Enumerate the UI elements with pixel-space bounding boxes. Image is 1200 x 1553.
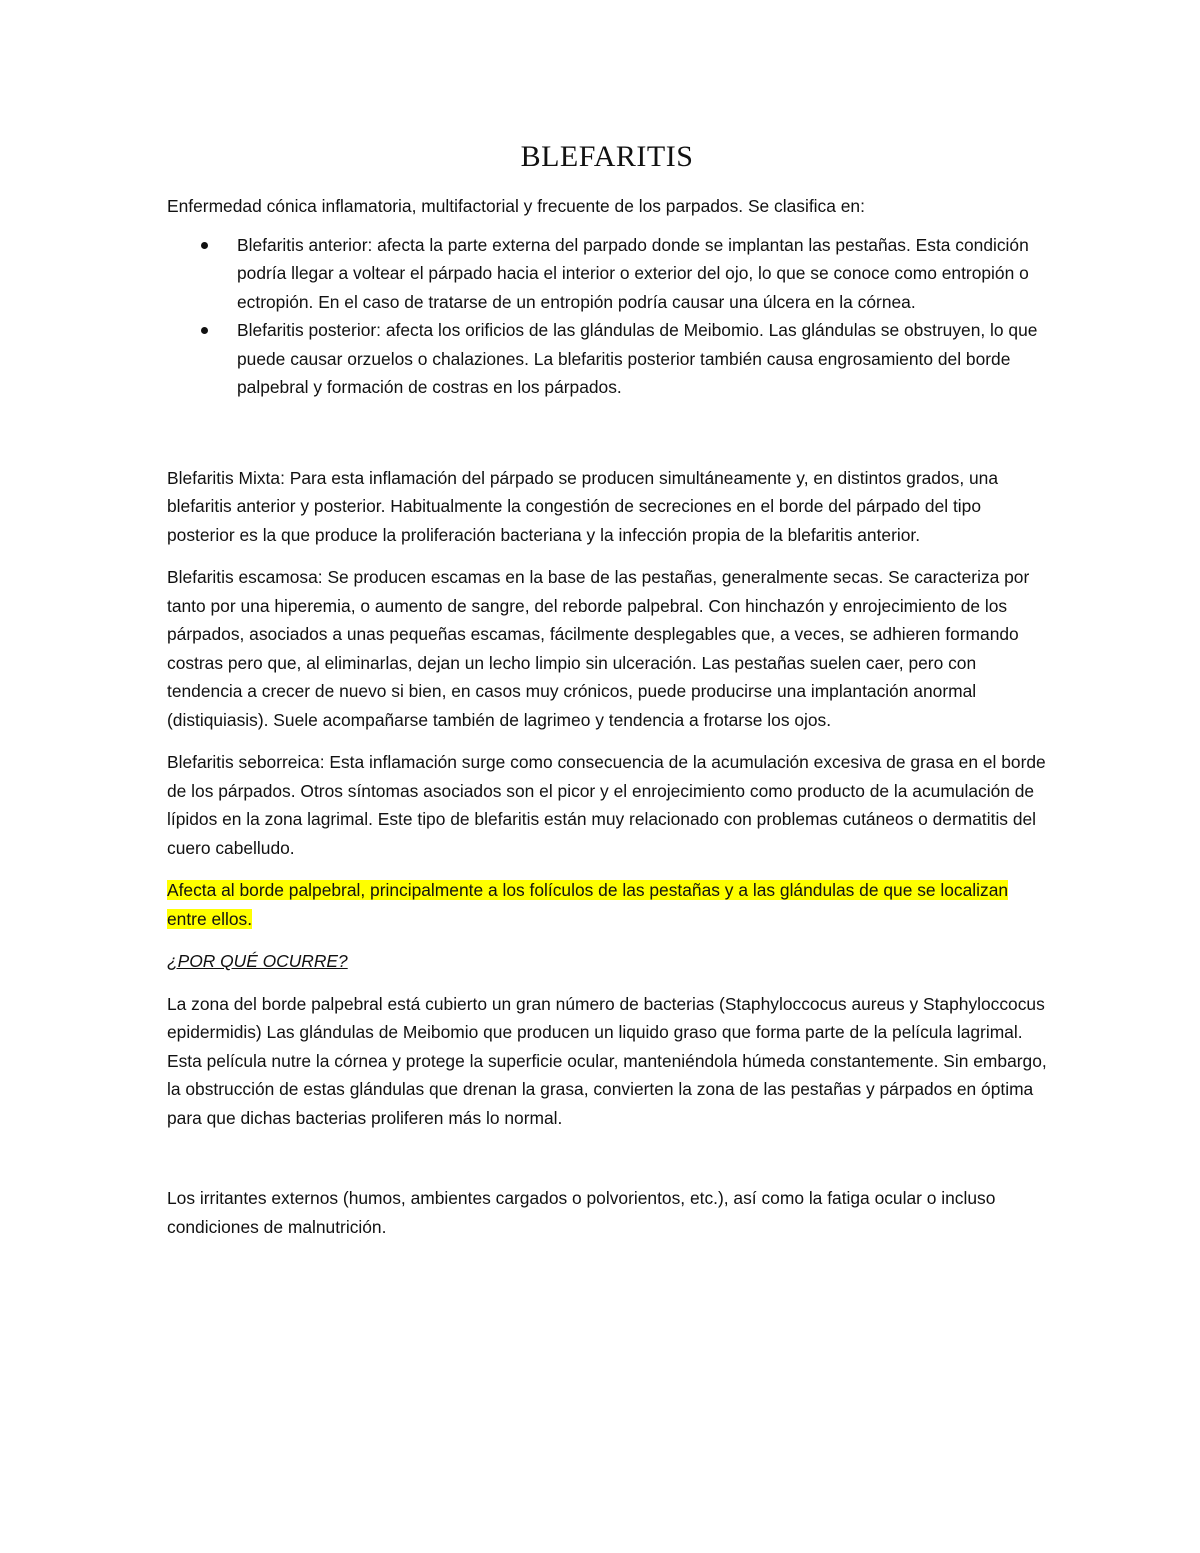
- cause-paragraph: La zona del borde palpebral está cubierto un gran número de bacterias (Staphyloccocus aureus y Staphyloccocus epidermidis) Las glándulas de Meibomio que producen un liquido graso que forma parte de la película lagrimal. Esta película nutre la córnea y protege la superficie ocular, manteniéndola húmeda constantemente. Sin embargo, la obstrucción de estas glándulas que drenan la grasa, convierten la zona de las pestañas y párpados en óptima para que dichas bacterias proliferen más lo normal.: [167, 993, 1047, 1128]
- highlighted-paragraph: [167, 876, 1047, 933]
- document-page: [167, 140, 1047, 1241]
- final-paragraph: Los irritantes externos (humos, ambientes cargados o polvorientos, etc.), así como la fatiga ocular o incluso condiciones de malnutrición.: [167, 1188, 996, 1237]
- list-item: [237, 316, 1047, 402]
- intro-paragraph: Enfermedad cónica inflamatoria, multifactorial y frecuente de los parpados. Se clasifica en:: [167, 196, 865, 216]
- question-heading: ¿POR QUÉ OCURRE?: [167, 951, 348, 971]
- paragraph-mixta: Blefaritis Mixta: Para esta inflamación del párpado se producen simultáneamente y, en distintos grados, una blefaritis anterior y posterior. Habitualmente la congestión de secreciones en el borde del párpado del tipo posterior es la que produce la proliferación bacteriana y la infección propia de la blefaritis anterior.: [167, 467, 999, 545]
- bullet-text-posterior: Blefaritis posterior: afecta los orificios de las glándulas de Meibomio. Las glándulas se obstruyen, lo que puede causar orzuelos o chalaziones. La blefaritis posterior también causa engrosamiento del borde palpebral y formación de costras en los párpados.: [237, 320, 1038, 397]
- highlighted-text: Afecta al borde palpebral, principalmente a los folículos de las pestañas y a las glándulas de que se localizan entre ellos.: [167, 880, 1009, 929]
- paragraph-seborreica: Blefaritis seborreica: Esta inflamación surge como consecuencia de la acumulación excesiva de grasa en el borde de los párpados. Otros síntomas asociados son el picor y el enrojecimiento como producto de la acumulación de lípidos en la zona lagrimal. Este tipo de blefaritis están muy relacionado con problemas cutáneos o dermatitis del cuero cabelludo.: [167, 752, 1046, 858]
- classification-list: [167, 231, 1047, 402]
- bullet-icon: [201, 327, 208, 334]
- list-item: [237, 231, 1047, 317]
- paragraph-escamosa: Blefaritis escamosa: Se producen escamas en la base de las pestañas, generalmente secas. Se caracteriza por tanto por una hiperemia, o aumento de sangre, del reborde palpebral. Con hinchazón y enrojecimiento de los párpados, asociados a unas pequeñas escamas, fácilmente desplegables que, a veces, se adhieren formando costras pero que, al eliminarlas, dejan un lecho limpio sin ulceración. Las pestañas suelen caer, pero con tendencia a crecer de nuevo si bien, en casos muy crónicos, puede producirse una implantación anormal (distiquiasis). Suele acompañarse también de lagrimeo y tendencia a frotarse los ojos.: [167, 567, 1030, 730]
- bullet-icon: [201, 242, 208, 249]
- bullet-text-anterior: Blefaritis anterior: afecta la parte externa del parpado donde se implantan las pestañas. Esta condición podría llegar a voltear el párpado hacia el interior o exterior del ojo, lo que se conoce como entropión o ectropión. En el caso de tratarse de un entropión podría causar una úlcera en la córnea.: [237, 234, 1029, 312]
- spacer: [167, 402, 1047, 464]
- document-title: BLEFARITIS: [520, 140, 694, 173]
- spacer: [167, 1132, 1047, 1184]
